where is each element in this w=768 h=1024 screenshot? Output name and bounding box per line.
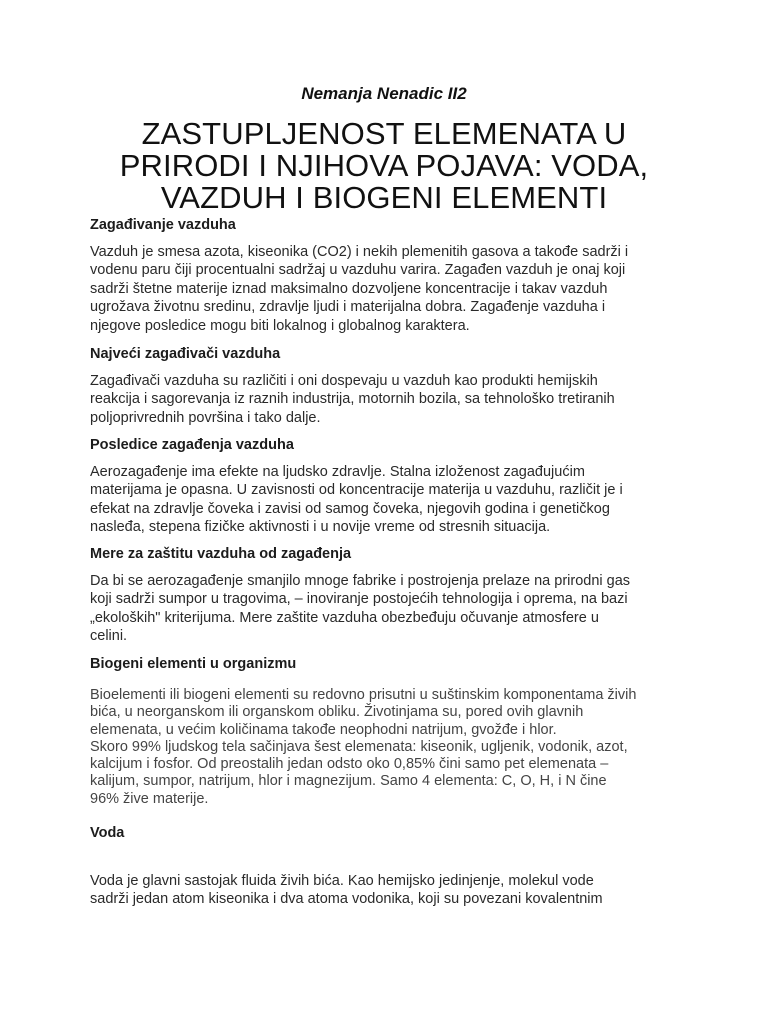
- paragraph-line: Bioelementi ili biogeni elementi su redovno prisutni u suštinskim komponentama živih: [90, 687, 637, 703]
- section-air-pollution: [90, 216, 628, 335]
- title-line: VAZDUH I BIOGENI ELEMENTI: [160, 180, 608, 215]
- section-heading: Posledice zagađenja vazduha: [90, 437, 294, 453]
- document-title: [100, 118, 668, 214]
- section-water: [90, 824, 603, 909]
- paragraph-line: nasleđa, stepena fizičke aktivnosti i u novije vreme od stresnih situacija.: [90, 519, 551, 536]
- section-heading: Biogeni elementi u organizmu: [90, 656, 297, 672]
- section-paragraph: [90, 372, 615, 427]
- paragraph-line: poljoprivrednih površina i tako dalje.: [90, 409, 321, 426]
- paragraph-line: sadrži štetne materije iznad maksimalno dozvoljene koncentracije i takav vazduh: [90, 280, 608, 297]
- paragraph-line: vodenu paru čiji procentualni sadržaj u vazduhu varira. Zagađen vazduh je onaj koji: [90, 262, 626, 279]
- paragraph-line: bića, u neorganskom ili organskom obliku. Životinjama su, pored ovih glavnih: [90, 704, 584, 721]
- paragraph-line: Aerozagađenje ima efekte na ljudsko zdravlje. Stalna izloženost zagađujućim: [90, 464, 585, 480]
- paragraph-line: Voda je glavni sastojak fluida živih bića. Kao hemijsko jedinjenje, molekul vode: [90, 873, 594, 889]
- paragraph-line: 96% žive materije.: [90, 790, 209, 807]
- section-consequences: [90, 436, 623, 537]
- paragraph-line: koji sadrži sumpor u tragovima, – inoviranje postojećih tehnologija i oprema, na bazi: [90, 591, 628, 608]
- paragraph-line: kalijum, sumpor, natrijum, hlor i magnezijum. Samo 4 elementa: C, O, H, i N čine: [90, 773, 607, 790]
- section-protection-measures: [90, 545, 630, 646]
- section-paragraph: [90, 687, 636, 808]
- section-biogenic-elements: [90, 655, 636, 808]
- paragraph-line: elemenata, u većim količinama takođe neophodni natrijum, gvožđe i hlor.: [90, 721, 557, 738]
- paragraph-line: Skoro 99% ljudskog tela sačinjava šest elemenata: kiseonik, ugljenik, vodonik, azot,: [90, 738, 628, 755]
- section-heading: Zagađivanje vazduha: [90, 217, 236, 233]
- paragraph-line: njegove posledice mogu biti lokalnog i globalnog karaktera.: [90, 317, 470, 334]
- section-heading: Mere za zaštitu vazduha od zagađenja: [90, 546, 352, 562]
- section-paragraph: [90, 463, 623, 537]
- paragraph-line: efekat na zdravlje čoveka i zavisi od samog čoveka, njegovih godina i genetičkog: [90, 500, 610, 517]
- paragraph-line: „ekoloških" kriterijuma. Mere zaštite vazduha obezbeđuju očuvanje atmosfere u: [90, 609, 599, 626]
- paragraph-line: sadrži jedan atom kiseonika i dva atoma vodonika, koji su povezani kovalentnim: [90, 891, 603, 908]
- author-name: Nemanja Nenadic II2: [301, 84, 467, 103]
- section-heading: Najveći zagađivači vazduha: [90, 346, 281, 362]
- section-main-polluters: [90, 345, 615, 427]
- paragraph-line: Zagađivači vazduha su različiti i oni dospevaju u vazduh kao produkti hemijskih: [90, 373, 598, 389]
- paragraph-line: celini.: [90, 628, 128, 645]
- paragraph-line: reakcija i sagorevanja iz raznih industrija, motornih bozila, sa tehnološko tretiranih: [90, 391, 615, 408]
- paragraph-line: materijama je opasna. U zavisnosti od koncentracije materija u vazduhu, različit je i: [90, 482, 623, 499]
- title-line: PRIRODI I NJIHOVA POJAVA: VODA,: [119, 148, 649, 183]
- section-paragraph: [90, 872, 603, 909]
- section-paragraph: [90, 572, 630, 646]
- section-heading: Voda: [90, 825, 125, 841]
- paragraph-line: kalcijum i fosfor. Od preostalih jedan odsto oko 0,85% čini samo pet elemenata –: [90, 756, 609, 773]
- paragraph-line: Da bi se aerozagađenje smanjilo mnoge fabrike i postrojenja prelaze na prirodni gas: [90, 573, 631, 589]
- section-paragraph: [90, 243, 628, 335]
- title-line: ZASTUPLJENOST ELEMENATA U: [141, 116, 627, 151]
- paragraph-line: ugrožava životnu sredinu, zdravlje ljudi i materijalna dobra. Zagađenje vazduha i: [90, 299, 606, 316]
- paragraph-line: Vazduh je smesa azota, kiseonika (CO2) i nekih plemenitih gasova a takođe sadrži i: [90, 244, 629, 260]
